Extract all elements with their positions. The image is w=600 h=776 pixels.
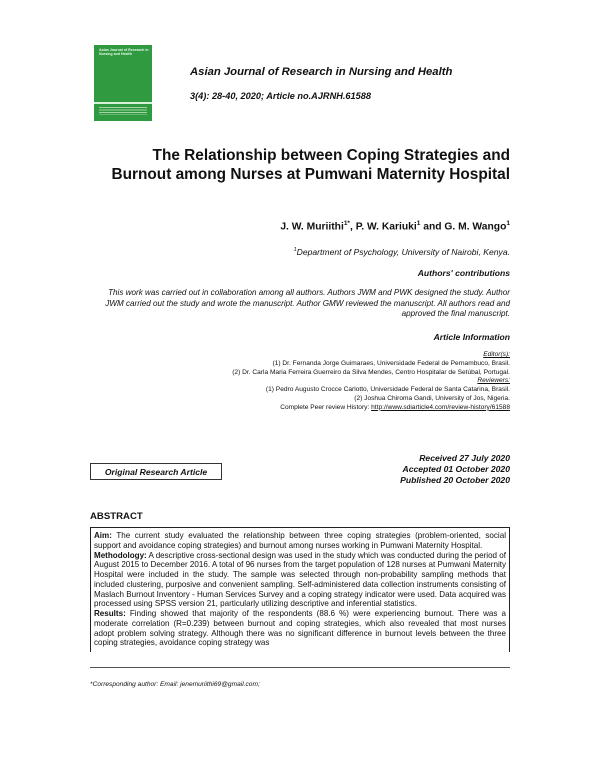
methodology-label: Methodology: bbox=[94, 550, 147, 560]
paper-title: The Relationship between Coping Strategies and Burnout among Nurses at Pumwani Maternity Hospital bbox=[111, 147, 510, 183]
peer-review-link[interactable]: http://www.sdiarticle4.com/review-history/61588 bbox=[371, 403, 510, 411]
aim-text: The current study evaluated the relationship between three coping strategies (problem-oriented, social support and avoidance coping strategies) and burnout among nurses working in Pumwani Maternity Hospital. bbox=[94, 531, 506, 550]
editor-line: (2) Dr. Carla Maria Ferreira Guerreiro da Silva Mendes, Centro Hospitalar de Setúbal, Portugal. bbox=[232, 368, 510, 376]
abstract-results bbox=[94, 609, 506, 648]
footnote-divider bbox=[90, 667, 510, 668]
author-name: J. W. Muriithi bbox=[280, 221, 344, 233]
editor-line: (1) Dr. Fernanda Jorge Guimaraes, Universidade Federal de Pernambuco, Brasil. bbox=[272, 359, 510, 367]
accepted-date: Accepted 01 October 2020 bbox=[402, 463, 510, 474]
cover-footer-lines bbox=[99, 107, 147, 115]
journal-cover-thumbnail bbox=[94, 45, 152, 121]
article-type: Original Research Article bbox=[104, 466, 208, 477]
abstract-methodology bbox=[94, 551, 506, 610]
article-dates bbox=[300, 453, 510, 485]
article-info bbox=[100, 351, 510, 413]
cover-title: Asian Journal of Research in Nursing and Health bbox=[99, 48, 149, 57]
article-info-heading: Article Information bbox=[433, 332, 510, 342]
author-sup: 1* bbox=[343, 220, 350, 227]
author-list bbox=[100, 220, 510, 232]
abstract-box bbox=[90, 527, 510, 652]
journal-name: Asian Journal of Research in Nursing and Health bbox=[190, 66, 453, 78]
author-name: P. W. Kariuki bbox=[355, 221, 417, 233]
editors-label: Editor(s): bbox=[483, 351, 510, 358]
aim-label: Aim: bbox=[94, 531, 112, 540]
published-date: Published 20 October 2020 bbox=[400, 474, 510, 485]
author-name: G. M. Wango bbox=[444, 221, 507, 233]
methodology-text: A descriptive cross-sectional design was used in the study which was conducted during the period of August 2015 to December 2016. A total of 96 nurses from the target population of 128 nurses at Pumwani Maternity Hospital were included in the study. The sample was selected through non-probability sampling methods that included clustering, purposive and convenient sampling. Self-administered data collection instruments consisting of Maslach Burnout Inventory - Human Services Survey and a coping strategy indicator were used. Data acquired was processed using SPSS version 21, particularly utilizing descriptive and inferential statistics. bbox=[94, 550, 506, 609]
article-type-box bbox=[90, 463, 222, 480]
peer-review-label: Complete Peer review History: bbox=[280, 403, 370, 411]
corresponding-author: *Corresponding author: Email: jenemuriithi69@gmail.com; bbox=[90, 681, 260, 688]
contributions-text: This work was carried out in collaboration among all authors. Authors JWM and PWK designed the study. Author JWM carried out the study and wrote the manuscript. Author GMW reviewed the manuscript. All authors read and approved the final manuscript. bbox=[105, 288, 510, 319]
journal-issue: 3(4): 28-40, 2020; Article no.AJRNH.61588 bbox=[190, 91, 371, 101]
reviewers-label: Reviewers: bbox=[477, 377, 510, 385]
cover-band bbox=[94, 102, 152, 104]
results-text: Finding showed that majority of the respondents (88.6 %) were experiencing burnout. There was a moderate correlation (R=0.239) between burnout and coping strategies, which also revealed that most nurses adopt problem solving strategy. Although there was no significant difference in burnout levels between the three coping strategies, avoidance coping strategy was bbox=[94, 609, 506, 648]
reviewer-line: (2) Joshua Chiroma Gandi, University of Jos, Nigeria. bbox=[354, 394, 510, 402]
received-date: Received 27 July 2020 bbox=[419, 453, 510, 463]
author-separator: and bbox=[420, 221, 445, 233]
reviewer-line: (1) Pedro Augusto Crocce Carlotto, Universidade Federal de Santa Catarina, Brasil. bbox=[265, 386, 510, 394]
contributions-heading: Authors' contributions bbox=[417, 268, 510, 278]
abstract-heading: ABSTRACT bbox=[90, 511, 143, 522]
author-separator: , bbox=[349, 221, 356, 233]
affiliation-text: Department of Psychology, University of Nairobi, Kenya. bbox=[296, 247, 510, 257]
affiliation-sup: 1 bbox=[293, 247, 297, 254]
author-sup: 1 bbox=[416, 220, 421, 227]
results-label: Results: bbox=[94, 609, 126, 618]
abstract-aim bbox=[94, 531, 506, 551]
affiliation bbox=[100, 247, 510, 257]
author-sup: 1 bbox=[506, 220, 510, 227]
